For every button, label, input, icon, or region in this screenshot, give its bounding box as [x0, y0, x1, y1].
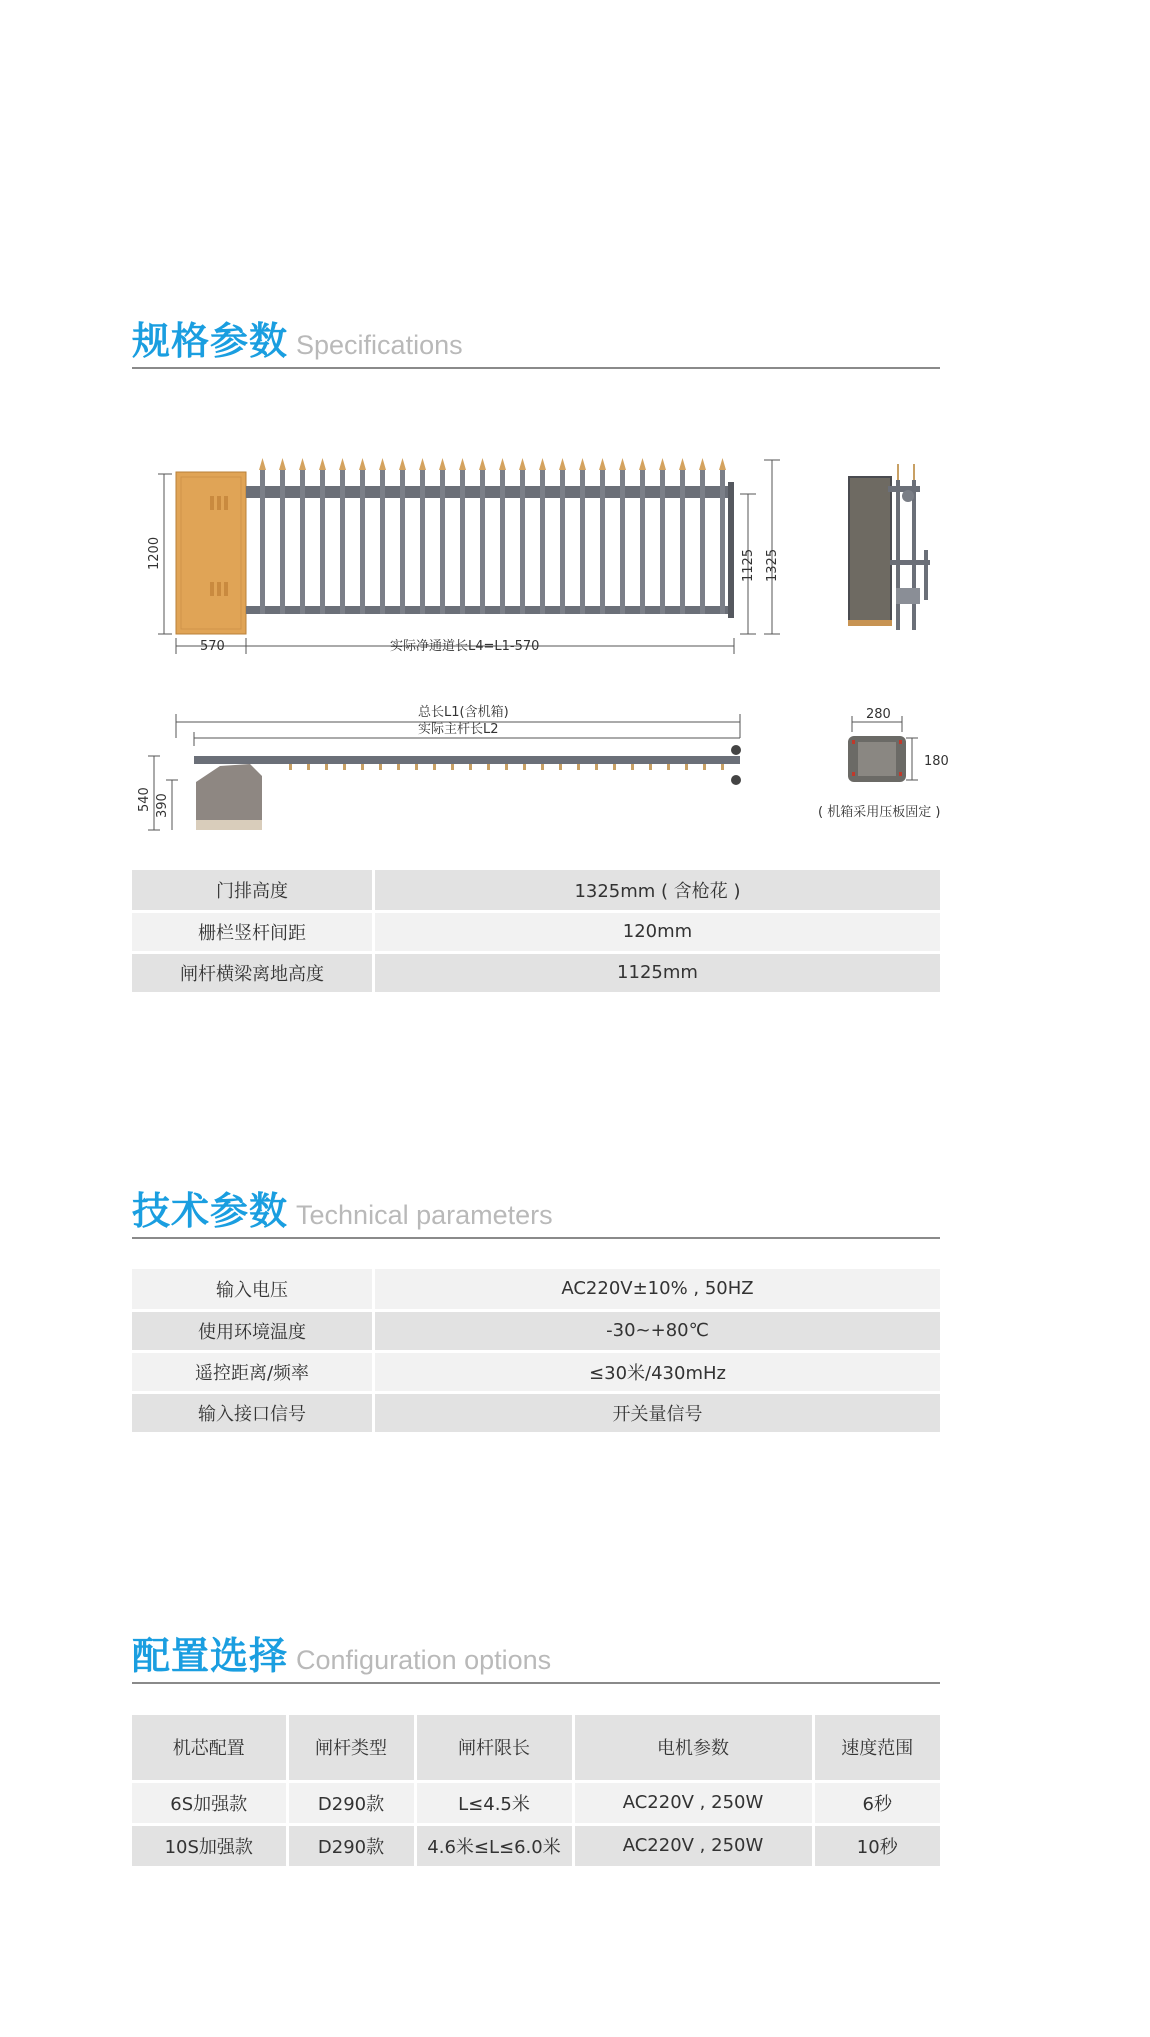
bar-stud [469, 764, 472, 770]
column-header: 速度范围 [813, 1715, 940, 1781]
dim-390: 390 [155, 793, 170, 818]
spec-label: 门排高度 [132, 870, 374, 911]
gate-dimension-drawing [0, 420, 1150, 840]
bar-stud [307, 764, 310, 770]
table-row [132, 1392, 940, 1433]
technical-title-cn: 技术参数 [132, 1189, 289, 1233]
bar-stud [451, 764, 454, 770]
fence-picket [620, 468, 625, 614]
column-header: 闸杆限长 [415, 1715, 573, 1781]
picket-spear-tip [279, 458, 286, 470]
bar-stud [415, 764, 418, 770]
dim-total-length: 总长L1(含机箱) [418, 705, 509, 720]
bar-stud [379, 764, 382, 770]
tech-value: ≤30米/430mHz [374, 1351, 941, 1392]
configuration-title-en: Configuration options [296, 1645, 552, 1675]
picket-spear-tip [679, 458, 686, 470]
table-cell: 6S加强款 [132, 1781, 287, 1824]
plan-cabinet [196, 764, 262, 828]
cabinet-top-view [818, 707, 949, 820]
configuration-title-cn: 配置选择 [132, 1634, 289, 1678]
tech-label: 使用环境温度 [132, 1310, 374, 1351]
bar-stud [505, 764, 508, 770]
table-row [132, 1351, 940, 1392]
specifications-title-en: Specifications [296, 330, 463, 360]
specifications-heading [132, 310, 463, 365]
front-view [147, 458, 780, 654]
fence-picket [480, 468, 485, 614]
table-cell: D290款 [287, 1781, 415, 1824]
picket-spear-tip [399, 458, 406, 470]
bar-stud [487, 764, 490, 770]
specifications-title-cn: 规格参数 [132, 319, 289, 363]
configuration-heading [132, 1625, 551, 1680]
dim-540: 540 [137, 787, 152, 812]
table-cell: AC220V , 250W [573, 1824, 813, 1867]
technical-table [132, 1269, 940, 1435]
picket-spear-tip [359, 458, 366, 470]
side-view [848, 464, 930, 630]
fence-picket [280, 468, 285, 614]
fence-picket [320, 468, 325, 614]
fence-picket [720, 468, 725, 614]
fence-picket [600, 468, 605, 614]
tech-label: 输入接口信号 [132, 1392, 374, 1433]
plan-bar-studs [289, 764, 724, 770]
dim-1200: 1200 [147, 536, 162, 570]
specifications-table [132, 870, 940, 995]
fence-picket [500, 468, 505, 614]
tech-value: 开关量信号 [374, 1392, 941, 1433]
picket-spear-tip [539, 458, 546, 470]
dim-180: 180 [924, 754, 949, 769]
picket-spear-tip [559, 458, 566, 470]
fence-picket [540, 468, 545, 614]
bar-stud [595, 764, 598, 770]
fence-picket [680, 468, 685, 614]
picket-spear-tip [459, 458, 466, 470]
fence-picket [300, 468, 305, 614]
bar-stud [523, 764, 526, 770]
picket-spear-tip [519, 458, 526, 470]
table-row [132, 952, 940, 993]
plan-bar [194, 756, 740, 764]
fence-picket [700, 468, 705, 614]
tech-label: 输入电压 [132, 1269, 374, 1310]
table-row [132, 911, 940, 952]
configuration-table [132, 1715, 940, 1869]
plan-view [137, 704, 741, 830]
dim-bar-length: 实际主杆长L2 [418, 722, 499, 737]
table-cell: D290款 [287, 1824, 415, 1867]
picket-spear-tip [419, 458, 426, 470]
table-row [132, 1269, 940, 1310]
table-row [132, 1824, 940, 1867]
technical-title-en: Technical parameters [296, 1200, 553, 1230]
spec-value: 1325mm ( 含枪花 ) [374, 870, 941, 911]
picket-spear-tip [379, 458, 386, 470]
table-row [132, 1310, 940, 1351]
bar-stud [397, 764, 400, 770]
bar-stud [613, 764, 616, 770]
column-header: 闸杆类型 [287, 1715, 415, 1781]
bar-stud [433, 764, 436, 770]
picket-spear-tip [619, 458, 626, 470]
picket-spear-tip [479, 458, 486, 470]
table-header-row [132, 1715, 940, 1781]
tech-value: AC220V±10% , 50HZ [374, 1269, 941, 1310]
table-cell: 10秒 [813, 1824, 940, 1867]
fence-picket [640, 468, 645, 614]
spec-value: 1125mm [374, 952, 941, 993]
fence-picket [420, 468, 425, 614]
fence-picket [360, 468, 365, 614]
table-cell: AC220V , 250W [573, 1781, 813, 1824]
bar-stud [325, 764, 328, 770]
fence-picket [580, 468, 585, 614]
table-row [132, 1781, 940, 1824]
bar-stud [289, 764, 292, 770]
column-header: 机芯配置 [132, 1715, 287, 1781]
configuration-divider [132, 1682, 940, 1684]
spec-label: 闸杆横梁离地高度 [132, 952, 374, 993]
picket-spear-tip [719, 458, 726, 470]
fence-picket [460, 468, 465, 614]
dim-1125: 1125 [741, 548, 756, 582]
bar-stud [721, 764, 724, 770]
picket-spear-tip [599, 458, 606, 470]
table-row [132, 870, 940, 911]
picket-spear-tip [439, 458, 446, 470]
dim-570: 570 [200, 639, 225, 654]
picket-spear-tip [299, 458, 306, 470]
bar-stud [631, 764, 634, 770]
specifications-divider [132, 367, 940, 369]
fence-picket [440, 468, 445, 614]
fence-pickets [259, 458, 726, 614]
bar-stud [577, 764, 580, 770]
tech-value: -30~+80℃ [374, 1310, 941, 1351]
tech-label: 遥控距离/频率 [132, 1351, 374, 1392]
fence-picket [660, 468, 665, 614]
picket-spear-tip [339, 458, 346, 470]
picket-spear-tip [499, 458, 506, 470]
fence-picket [380, 468, 385, 614]
dim-clear-length: 实际净通道长L4=L1-570 [390, 639, 540, 654]
picket-spear-tip [319, 458, 326, 470]
bar-stud [343, 764, 346, 770]
technical-heading [132, 1180, 553, 1235]
cabinet-note: ( 机箱采用压板固定 ) [818, 805, 941, 820]
picket-spear-tip [579, 458, 586, 470]
fence-picket [560, 468, 565, 614]
table-cell: 4.6米≤L≤6.0米 [415, 1824, 573, 1867]
dim-280: 280 [866, 707, 891, 722]
dim-1325: 1325 [765, 548, 780, 582]
spec-value: 120mm [374, 911, 941, 952]
spec-label: 栅栏竖杆间距 [132, 911, 374, 952]
table-cell: 10S加强款 [132, 1824, 287, 1867]
bar-stud [361, 764, 364, 770]
bar-stud [649, 764, 652, 770]
picket-spear-tip [699, 458, 706, 470]
bar-stud [703, 764, 706, 770]
picket-spear-tip [259, 458, 266, 470]
table-cell: 6秒 [813, 1781, 940, 1824]
picket-spear-tip [639, 458, 646, 470]
table-cell: L≤4.5米 [415, 1781, 573, 1824]
fence-picket [340, 468, 345, 614]
fence-picket [260, 468, 265, 614]
bar-stud [559, 764, 562, 770]
bar-stud [667, 764, 670, 770]
fence-picket [400, 468, 405, 614]
bar-stud [685, 764, 688, 770]
bar-stud [541, 764, 544, 770]
fence-picket [520, 468, 525, 614]
picket-spear-tip [659, 458, 666, 470]
technical-divider [132, 1237, 940, 1239]
column-header: 电机参数 [573, 1715, 813, 1781]
